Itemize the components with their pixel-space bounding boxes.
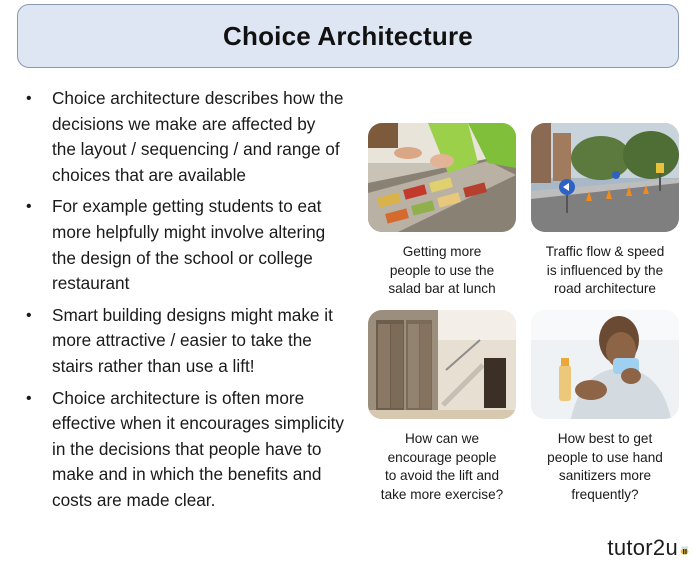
bullet-text: Smart building designs might make it more attractive / easier to take the stairs rather than use a lift! xyxy=(52,304,333,376)
bullet-list xyxy=(24,86,344,520)
tutor2u-logo xyxy=(607,535,690,561)
caption-lift xyxy=(357,430,527,504)
title-banner xyxy=(17,4,679,68)
bullet-item xyxy=(24,86,344,188)
caption-line: How can we xyxy=(404,431,480,446)
caption-line: to avoid the lift and xyxy=(384,468,500,483)
bullet-item xyxy=(24,194,344,296)
caption-line: frequently? xyxy=(571,486,639,502)
bee-icon xyxy=(679,536,690,547)
caption-line: salad bar at lunch xyxy=(388,281,496,296)
caption-line: Getting more xyxy=(402,244,482,259)
bullet-text: Choice architecture describes how the decisions we make are affected by the layout / sequencing / and range of choices that are available xyxy=(52,88,344,185)
caption-line: Traffic flow & speed xyxy=(545,244,665,259)
bullet-text: Choice architecture is often more effective when it encourages simplicity in the decisions that people have to make and in which the benefits and costs are made clear. xyxy=(52,387,345,510)
bullet-item xyxy=(24,386,344,514)
caption-line: sanitizers more xyxy=(558,468,652,483)
caption-line: take more exercise? xyxy=(380,486,504,502)
bullet-dot: • xyxy=(26,306,32,324)
caption-line: is influenced by the xyxy=(546,262,664,278)
caption-salad-bar xyxy=(357,243,527,299)
road-traffic-photo xyxy=(531,123,679,232)
caption-sanitizer xyxy=(520,430,690,504)
caption-line: encourage people xyxy=(387,449,497,465)
hand-sanitizer-photo xyxy=(531,310,679,419)
bullet-dot: • xyxy=(26,90,32,107)
bullet-dot: • xyxy=(26,198,32,216)
caption-line: people to use hand xyxy=(547,449,663,465)
lift-and-stairs-photo xyxy=(368,310,516,419)
caption-line: road architecture xyxy=(553,281,656,296)
salad-bar-photo xyxy=(368,123,516,232)
logo-text: tutor2u xyxy=(607,535,678,560)
caption-road xyxy=(520,243,690,299)
page-title: Choice Architecture xyxy=(223,20,473,51)
bullet-text: For example getting students to eat more helpfully might involve altering the design of the school or college restaurant xyxy=(52,196,326,294)
caption-line: people to use the xyxy=(389,262,495,278)
bullet-item xyxy=(24,303,344,380)
bullet-dot: • xyxy=(26,389,32,407)
caption-line: How best to get xyxy=(557,431,653,446)
